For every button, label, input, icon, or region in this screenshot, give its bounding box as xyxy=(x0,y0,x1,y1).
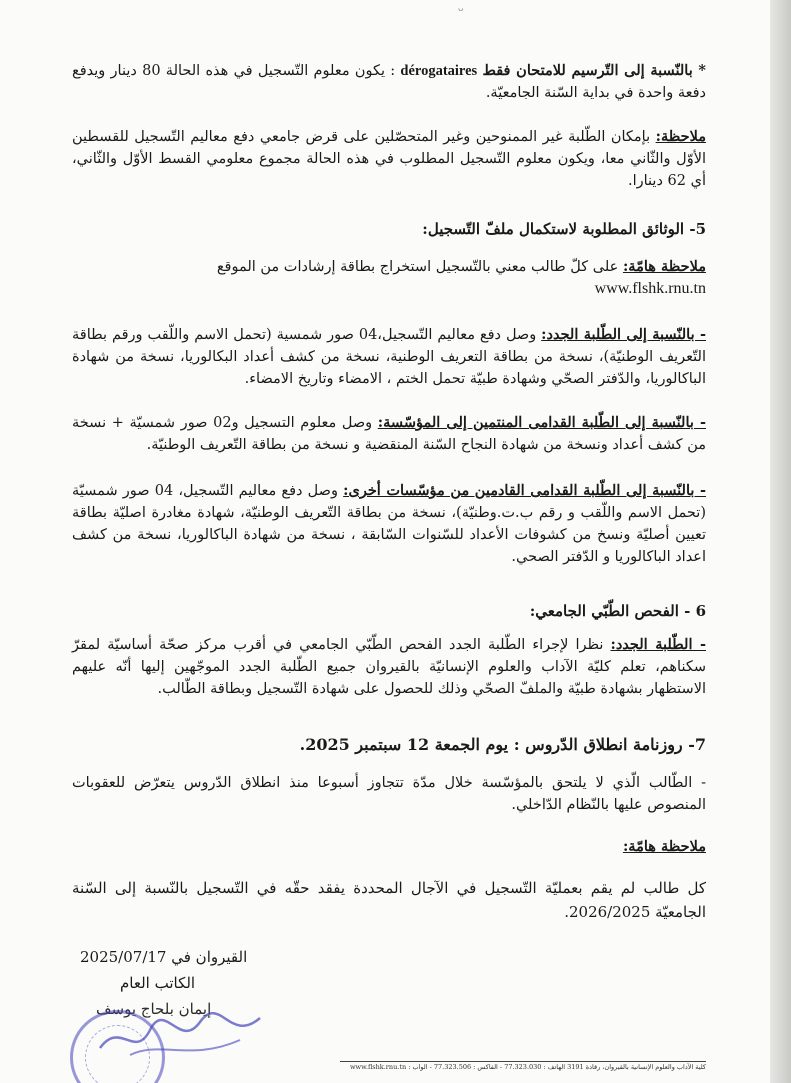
new-students-paragraph xyxy=(72,324,706,390)
returning-students-paragraph xyxy=(72,412,706,456)
note-important-paragraph xyxy=(72,256,706,300)
transfer-students-paragraph xyxy=(72,480,706,568)
medical-text: نظرا لإجراء الطّلبة الجدد الفحص الطّبّي الجامعي في أقرب مركز صحّة أساسيّة لمقرّ سكناهم، تعلم كليّة الآداب والعلوم الإنسانيّة بالقيروان جميع الطّلبة الجدد الموجّهين إليها أنّه عليهم الاستظهار بشهادة طبيّة والملفّ الصحّي وذلك للحصول على شهادة التّسجيل وبطاقة الطّالب. xyxy=(72,637,706,697)
top-mark: ᴗ xyxy=(458,4,464,14)
exam-fee-lead: * بالنّسبة إلى التّرسيم للامتحان فقط xyxy=(482,62,707,79)
returning-students-text: وصل معلوم التسجيل و02 صور شمسيّة + نسخة من كشف أعداد ونسخة من شهادة النجاح السّنة المنقضية و نسخة من بطاقة التّعريف الوطنيّة. xyxy=(72,415,706,453)
signature-title: الكاتب العام xyxy=(120,974,196,992)
note1-text: بإمكان الطّلبة غير الممنوحين وغير المتحصّلين على قرض جامعي دفع معاليم التّسجيل للقسطين الأوّل والثّاني معا، ويكون معلوم التّسجيل المطلوب في هذه الحالة مجموع معلومي القسط الأوّل والثّاني، أي 62 دينارا. xyxy=(72,129,706,189)
page-edge xyxy=(770,0,791,1083)
docs-heading: 5- الوثائق المطلوبة لاستكمال ملفّ التّسجيل: xyxy=(422,220,706,238)
signature-name: إيمان بلحاج يوسف xyxy=(96,1000,212,1018)
final-note-text: كل طالب لم يقم بعمليّة التّسجيل في الآجال المحددة يفقد حقّه في التّسجيل بالنّسبة إلى السّنة الجامعيّة 2026/2025. xyxy=(72,879,706,921)
handwritten-signature xyxy=(90,1000,270,1070)
note1-label: ملاحظة: xyxy=(655,128,706,145)
note-important-label: ملاحظة هامّة: xyxy=(622,258,706,275)
new-students-text: وصل دفع معاليم التّسجيل،04 صور شمسية (تحمل الاسم واللّقب ورقم بطاقة التّعريف الوطنيّة)، نسخة من بطاقة التعريف الوطنية، نسخة من كشف أعداد البكالوريا، نسخة من شهادة الباكالوريا، والدّفتر الصحّي وشهادة طبيّة تحمل الختم ، الامضاء وتاريخ الامضاء. xyxy=(72,327,706,387)
signature-place-date: القيروان في 2025/07/17 xyxy=(80,948,248,966)
calendar-heading: 7- روزنامة انطلاق الدّروس : يوم الجمعة 12 سبتمبر 2025. xyxy=(299,735,706,754)
transfer-students-text: وصل دفع معاليم التّسجيل، 04 صور شمسيّة (تحمل الاسم واللّقب و رقم ب.ت.وطنيّة)، نسخة من بطاقة التّعريف الوطنيّة، شهادة مغادرة اصليّة بطاقة تعيين أصليّة ونسخ من كشوفات الأعداد للسّنوات السّابقة ، نسخة من شهادة الباكالوريا، نسخة من كشف اعداد الباكالوريا و الدّفتر الصحي. xyxy=(72,483,706,565)
transfer-students-label: - بالنّسبة إلى الطّلبة القدامى القادمين من مؤسّسات أخرى: xyxy=(343,482,707,499)
exam-fee-latin: dérogataires xyxy=(400,63,478,79)
medical-heading: 6 - الفحص الطّبّي الجامعي: xyxy=(529,602,706,620)
final-note-label-row xyxy=(72,836,706,858)
page-footer: كلية الآداب والعلوم الإنسانية بالقيروان، رقادة 3191 الهاتف : 77.323.030 - الفاكس : 77.323.506 - الواب : www.flshk.rnu.tn xyxy=(349,1063,706,1071)
new-students-label: - بالنّسبة إلى الطّلبة الجدد: xyxy=(541,326,706,343)
exam-fee-paragraph xyxy=(72,60,706,104)
medical-paragraph xyxy=(72,634,706,700)
exam-fee-text: : يكون معلوم التّسجيل في هذه الحالة 80 دينار ويدفع دفعة واحدة في بداية السّنة الجامعيّة. xyxy=(72,63,706,101)
returning-students-label: - بالنّسبة إلى الطّلبة القدامى المنتمين إلى المؤسّسة: xyxy=(377,414,706,431)
calendar-text: - الطّالب الّذي لا يلتحق بالمؤسّسة خلال مدّة تتجاوز أسبوعا منذ انطلاق الدّروس يتعرّض للعقوبات المنصوص عليها بالنّظام الدّاخلي. xyxy=(72,775,706,813)
medical-label: - الطّلبة الجدد: xyxy=(610,636,706,653)
website-link[interactable]: www.flshk.rnu.tn xyxy=(594,280,706,297)
note1-paragraph xyxy=(72,126,706,192)
footer-divider xyxy=(340,1061,706,1062)
final-note-label: ملاحظة هامّة: xyxy=(622,838,706,855)
note-important-text: على كلّ طالب معني بالتّسجيل استخراج بطاقة إرشادات من الموقع xyxy=(216,259,623,275)
